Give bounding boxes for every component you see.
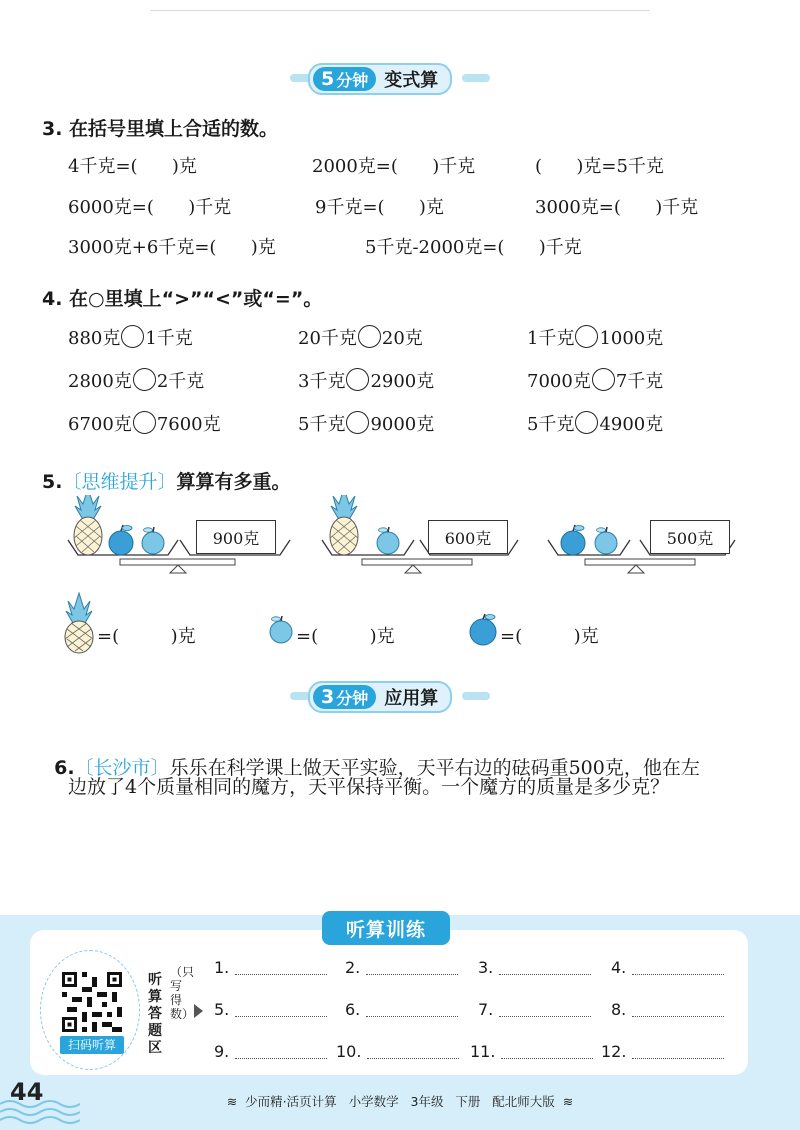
page-number: 44 <box>10 1078 44 1106</box>
answer-pineapple: =( )克 <box>97 626 196 647</box>
banner-pill <box>308 63 452 95</box>
q3-r2-c2: 9千克=( )克 <box>315 197 444 218</box>
q4-item: 2800克 2千克 <box>68 367 204 393</box>
answer-blank-6[interactable]: 6. <box>345 1000 458 1019</box>
answer-blank-4[interactable]: 4. <box>611 958 724 977</box>
answer-blank-9[interactable]: 9. <box>214 1042 327 1061</box>
banner-line-right <box>462 692 490 700</box>
banner-pill <box>308 681 452 713</box>
answer-area-note: （只写得数） <box>170 965 195 1021</box>
answer-blank-3[interactable]: 3. <box>478 958 591 977</box>
q4-item: 5千克 4900克 <box>527 410 663 436</box>
answer-blank-1[interactable]: 1. <box>214 958 327 977</box>
top-rule <box>150 10 650 11</box>
question-6: 6.〔长沙市〕乐乐在科学课上做天平实验，天平右边的砝码重500克，他在左 <box>54 757 700 779</box>
q4-item: 3千克 2900克 <box>298 367 434 393</box>
question-3-title: 3. 在括号里填上合适的数。 <box>42 118 279 140</box>
q3-r1-c2: 2000克=( )千克 <box>312 156 476 177</box>
minutes-badge: 3 分钟 <box>313 685 376 709</box>
compare-circle[interactable] <box>575 325 598 348</box>
q3-r3-c2: 5千克-2000克=( )千克 <box>365 237 582 258</box>
compare-circle[interactable] <box>121 325 144 348</box>
minutes-badge: 5 分钟 <box>313 67 376 91</box>
qr-label: 扫码听算 <box>60 1036 124 1054</box>
compare-circle[interactable] <box>575 411 598 434</box>
compare-circle[interactable] <box>346 411 369 434</box>
compare-circle[interactable] <box>592 368 615 391</box>
banner-line-right <box>462 74 490 82</box>
q4-item: 7000克 7千克 <box>527 367 663 393</box>
q4-item: 6700克 7600克 <box>68 410 221 436</box>
compare-circle[interactable] <box>133 411 156 434</box>
answer-area-label: 听算答题区 <box>148 972 162 1056</box>
q4-item: 20千克 20克 <box>298 324 423 350</box>
q3-r1-c3: ( )克=5千克 <box>535 156 664 177</box>
q3-r2-c1: 6000克=( )千克 <box>68 197 232 218</box>
section-banner-yingyong <box>0 678 800 714</box>
answer-blank-2[interactable]: 2. <box>345 958 458 977</box>
compare-circle[interactable] <box>346 368 369 391</box>
answer-blank-10[interactable]: 10. <box>336 1042 459 1061</box>
small-apple-icon <box>266 614 296 646</box>
answer-blank-12[interactable]: 12. <box>601 1042 724 1061</box>
answer-blank-8[interactable]: 8. <box>611 1000 724 1019</box>
answer-blank-11[interactable]: 11. <box>470 1042 593 1061</box>
weight-box-1: 900克 <box>196 520 276 554</box>
section-title: 变式算 <box>384 70 439 91</box>
section-title: 应用算 <box>384 688 439 709</box>
qr-code-icon[interactable] <box>62 972 122 1032</box>
question-6-line-2: 边放了4个质量相同的魔方，天平保持平衡。一个魔方的质量是多少克？ <box>68 776 670 798</box>
arrow-right-icon <box>194 1004 203 1018</box>
q3-r2-c3: 3000克=( )千克 <box>535 197 699 218</box>
q4-item: 880克 1千克 <box>68 324 193 350</box>
pineapple-icon <box>62 592 96 654</box>
compare-circle[interactable] <box>133 368 156 391</box>
answer-blank-7[interactable]: 7. <box>478 1000 591 1019</box>
question-4-title: 4. 在○里填上“>”“<”或“=”。 <box>42 288 323 310</box>
q4-item: 5千克 9000克 <box>298 410 434 436</box>
q3-r3-c1: 3000克+6千克=( )克 <box>68 237 276 258</box>
section-banner-bianshi <box>0 60 800 96</box>
big-apple-icon <box>466 612 500 646</box>
q4-item: 1千克 1000克 <box>527 324 663 350</box>
listening-heading: 听算训练 <box>322 911 450 945</box>
footer-text: ≋ 少而精·活页计算 小学数学 3年级 下册 配北师大版 ≋ <box>226 1094 574 1109</box>
compare-circle[interactable] <box>358 325 381 348</box>
question-5-title: 5.〔思维提升〕算算有多重。 <box>42 471 291 493</box>
answer-small-apple: =( )克 <box>296 626 395 647</box>
answer-blank-5[interactable]: 5. <box>214 1000 327 1019</box>
weight-box-3: 500克 <box>650 520 730 554</box>
weight-box-2: 600克 <box>428 520 508 554</box>
answer-big-apple: =( )克 <box>500 626 599 647</box>
q3-r1-c1: 4千克=( )克 <box>68 156 197 177</box>
